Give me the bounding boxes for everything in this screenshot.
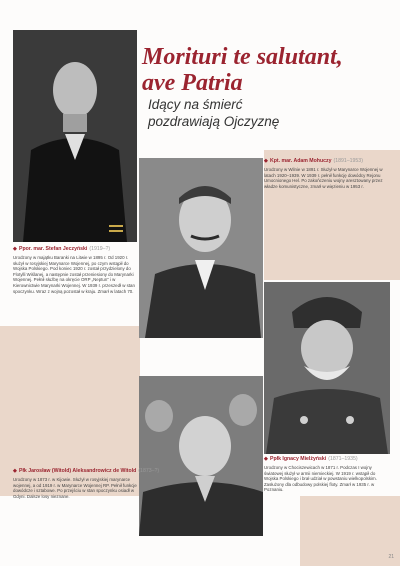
bio-1-text: Urodzony w majątku Baranki na Litwie w 1895 r. Od 1920 r. służył w rosyjskiej Marynarce Wojennej, po czym wstąpił do Wojska Polskiego. Pod koniec 1920 r. został przydzielony do Flotylli Wiślanej, a następnie został przeniesiony do Marynarki Wojennej. Pełnił służbę na okręcie ORP „Neptun” i w Kierownictwie Marynarki Wojennej. W 1939 r. przeszedł w stan spoczynku. Wraz z wojną pozostał w kraju. Zmarł w latach 70. xyxy=(13,255,135,294)
title-line-2: ave Patria xyxy=(142,70,243,96)
subtitle-line-2: pozdrawiają Ojczyznę xyxy=(148,114,280,129)
bg-panel-bottom xyxy=(300,496,400,566)
portrait-1-illustration xyxy=(13,30,137,242)
page-number: 21 xyxy=(388,554,394,560)
subtitle-line-1: Idący na śmierć xyxy=(148,97,243,112)
bio-block-2 xyxy=(264,158,390,189)
bio-3-dates: (1871–1935) xyxy=(328,456,358,462)
bio-3-marker-icon: ◆ xyxy=(264,456,268,462)
bio-block-1 xyxy=(13,246,137,294)
bio-4-caption xyxy=(13,468,160,475)
bio-3-caption xyxy=(264,456,390,463)
bio-2-marker-icon: ◆ xyxy=(264,158,268,164)
bio-4-text: Urodzony w 1873 r. w Kijowie. Służył w rosyjskiej marynarce wojennej, a od 1919 r. w Marynarce Wojennej RP. Pełnił funkcje dowódcze i sztabowe. Po przejściu w stan spoczynku osiadł w Gdyni. Dalsze losy nieznane. xyxy=(13,477,137,499)
bio-3-name: Ppłk Ignacy Mielżyński xyxy=(270,456,327,462)
bio-2-text: Urodzony w Wilnie w 1891 r. Służył w Marynarce Wojennej w latach 1920–1939. W 1939 r. pełnił funkcję dowódcy Rejonu Umocnionego Hel. Po zakończeniu wojny aresztowany przez władze komunistyczne, zmarł w więzieniu w 1953 r. xyxy=(264,167,383,189)
portrait-3-illustration xyxy=(264,282,390,454)
portrait-photo-3 xyxy=(264,282,390,454)
portrait-photo-4 xyxy=(139,376,263,536)
title-line-1: Morituri te salutant, xyxy=(142,44,343,70)
page-subtitle xyxy=(148,96,378,130)
bio-2-caption xyxy=(264,158,390,165)
portrait-photo-2 xyxy=(139,158,263,338)
bio-1-marker-icon: ◆ xyxy=(13,246,17,252)
portrait-photo-1 xyxy=(13,30,137,242)
bio-2-dates: (1891–1953) xyxy=(333,158,363,164)
bio-1-name: Ppor. mar. Stefan Jeczyński xyxy=(19,246,88,252)
bio-3-text: Urodzony w Chociszewicach w 1871 r. Podczas I wojny światowej służył w armii niemieckiej. W 1919 r. wstąpił do Wojska Polskiego i brał udział w powstaniu wielkopolskim. Zasłużony dla odbudowy polskiej floty. Zmarł w 1935 r. w Poznaniu. xyxy=(264,465,377,493)
bio-1-dates: (1919–?) xyxy=(89,246,111,252)
portrait-4-illustration xyxy=(139,376,263,536)
bio-block-4 xyxy=(13,468,160,499)
portrait-2-illustration xyxy=(139,158,263,338)
bio-4-name: Płk Jarosław (Witold) Aleksandrowicz de Witold xyxy=(19,468,137,474)
bio-2-name: Kpt. mar. Adam Mohuczy xyxy=(270,158,332,164)
bio-4-marker-icon: ◆ xyxy=(13,468,17,474)
bio-block-3 xyxy=(264,456,390,493)
page-title xyxy=(142,44,392,96)
bio-1-caption xyxy=(13,246,137,253)
bio-4-dates: (1873–?) xyxy=(138,468,160,474)
